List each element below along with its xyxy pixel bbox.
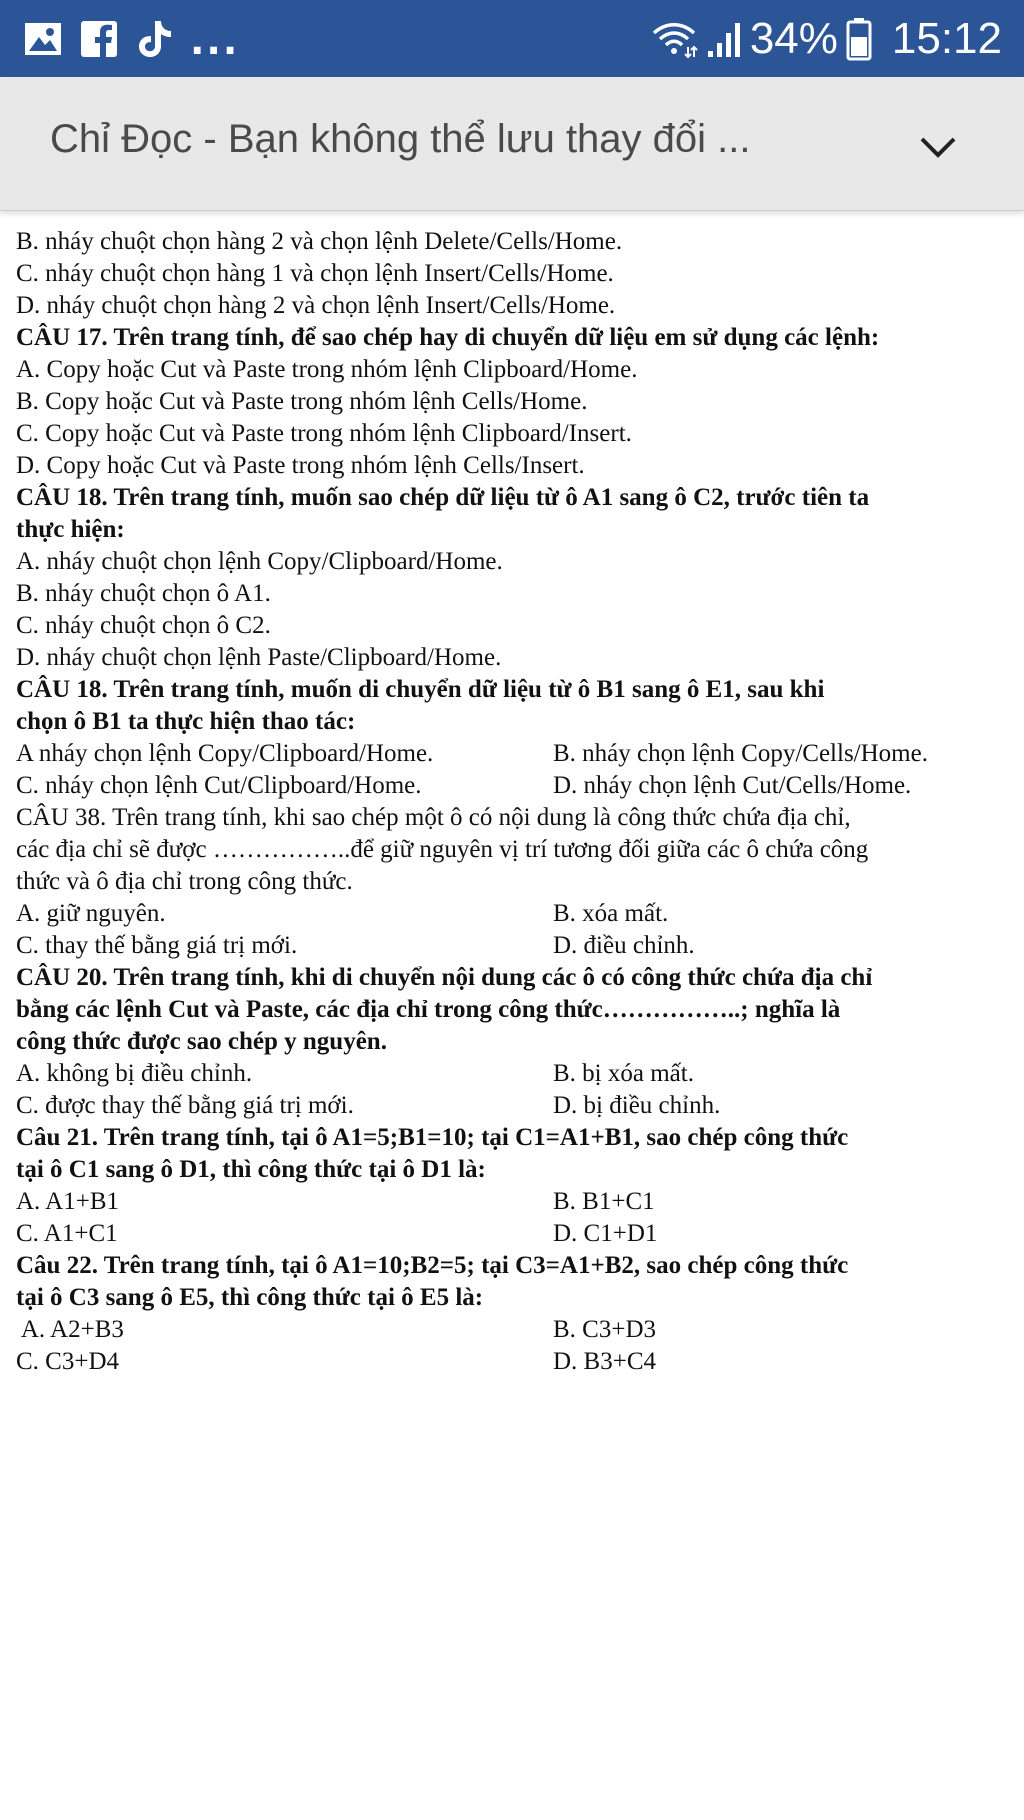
question-20: CÂU 20. Trên trang tính, khi di chuyển nội dung các ô có công thức chứa địa chỉ <box>16 964 873 991</box>
battery-icon <box>846 17 872 61</box>
answer-line: C. nháy chuột chọn ô C2. <box>16 612 271 639</box>
answer-line: B. nháy chuột chọn hàng 2 và chọn lệnh Delete/Cells/Home. <box>16 228 623 255</box>
answer-line: A. Copy hoặc Cut và Paste trong nhóm lệnh Clipboard/Home. <box>16 356 638 383</box>
answer-b: B. B1+C1 <box>553 1188 655 1215</box>
answer-d: D. nháy chọn lệnh Cut/Cells/Home. <box>553 772 912 799</box>
answer-row <box>16 1218 1014 1250</box>
answer-a: A. giữ nguyên. <box>16 900 166 927</box>
answer-row <box>16 770 1014 802</box>
status-bar-right <box>650 14 1002 64</box>
answer-line: A. nháy chuột chọn lệnh Copy/Clipboard/Home. <box>16 548 503 575</box>
answer-row <box>16 898 1014 930</box>
question-18: CÂU 18. Trên trang tính, muốn sao chép dữ liệu từ ô A1 sang ô C2, trước tiên ta <box>16 484 870 511</box>
answer-d: D. bị điều chỉnh. <box>553 1092 721 1119</box>
facebook-icon <box>78 18 120 60</box>
question-18-move-cont: chọn ô B1 ta thực hiện thao tác: <box>16 708 356 735</box>
wifi-icon <box>650 19 698 59</box>
question-21: Câu 21. Trên trang tính, tại ô A1=5;B1=10; tại C1=A1+B1, sao chép công thức <box>16 1124 849 1151</box>
answer-row <box>16 1314 1014 1346</box>
clock: 15:12 <box>891 14 1002 63</box>
answer-row <box>16 1346 1014 1378</box>
answer-line: D. Copy hoặc Cut và Paste trong nhóm lệnh Cells/Insert. <box>16 452 585 479</box>
question-20-cont: bằng các lệnh Cut và Paste, các địa chỉ trong công thức……………..; nghĩa là <box>16 996 841 1023</box>
answer-row <box>16 1090 1014 1122</box>
question-22: Câu 22. Trên trang tính, tại ô A1=10;B2=5; tại C3=A1+B2, sao chép công thức <box>16 1252 849 1279</box>
question-38-cont: các địa chỉ sẽ được ……………..để giữ nguyên vị trí tương đối giữa các ô chứa công <box>16 836 869 863</box>
answer-line: D. nháy chuột chọn hàng 2 và chọn lệnh Insert/Cells/Home. <box>16 292 616 319</box>
answer-c: C. nháy chọn lệnh Cut/Clipboard/Home. <box>16 772 422 799</box>
answer-c: C. C3+D4 <box>16 1348 120 1375</box>
answer-d: D. điều chỉnh. <box>553 932 695 959</box>
answer-c: C. A1+C1 <box>16 1220 118 1247</box>
question-21-cont: tại ô C1 sang ô D1, thì công thức tại ô D1 là: <box>16 1156 486 1183</box>
read-only-banner[interactable] <box>0 77 1024 211</box>
answer-line: B. nháy chuột chọn ô A1. <box>16 580 271 607</box>
question-20-cont: công thức được sao chép y nguyên. <box>16 1028 387 1055</box>
battery-percentage: 34% <box>749 14 838 63</box>
answer-b: B. C3+D3 <box>553 1316 657 1343</box>
answer-row <box>16 1058 1014 1090</box>
question-18-move: CÂU 18. Trên trang tính, muốn di chuyển dữ liệu từ ô B1 sang ô E1, sau khi <box>16 676 825 703</box>
chevron-down-icon[interactable] <box>916 127 960 167</box>
question-17: CÂU 17. Trên trang tính, để sao chép hay di chuyển dữ liệu em sử dụng các lệnh: <box>16 324 880 351</box>
gallery-icon <box>22 18 64 60</box>
answer-d: D. C1+D1 <box>553 1220 658 1247</box>
answer-row <box>16 1186 1014 1218</box>
answer-row <box>16 738 1014 770</box>
answer-c: C. thay thế bằng giá trị mới. <box>16 932 298 959</box>
answer-c: C. được thay thế bằng giá trị mới. <box>16 1092 354 1119</box>
answer-line: C. Copy hoặc Cut và Paste trong nhóm lệnh Clipboard/Insert. <box>16 420 632 447</box>
question-38-cont: thức và ô địa chỉ trong công thức. <box>16 868 353 895</box>
answer-a: A. không bị điều chỉnh. <box>16 1060 253 1087</box>
question-22-cont: tại ô C3 sang ô E5, thì công thức tại ô E5 là: <box>16 1284 484 1311</box>
document-page <box>0 212 1024 1378</box>
answer-d: D. B3+C4 <box>553 1348 657 1375</box>
answer-row <box>16 930 1014 962</box>
read-only-message: Chỉ Đọc - Bạn không thể lưu thay đổi ... <box>50 117 751 161</box>
answer-a: A. A1+B1 <box>16 1188 120 1215</box>
answer-line: C. nháy chuột chọn hàng 1 và chọn lệnh Insert/Cells/Home. <box>16 260 614 287</box>
answer-a: A nháy chọn lệnh Copy/Clipboard/Home. <box>16 740 434 767</box>
question-18-cont: thực hiện: <box>16 516 125 543</box>
signal-icon <box>706 19 742 59</box>
status-bar <box>0 0 1024 77</box>
tiktok-icon <box>134 18 176 60</box>
status-bar-left <box>22 18 240 63</box>
answer-line: D. nháy chuột chọn lệnh Paste/Clipboard/Home. <box>16 644 502 671</box>
answer-b: B. xóa mất. <box>553 900 669 927</box>
answer-a: A. A2+B3 <box>16 1316 124 1343</box>
answer-b: B. nháy chọn lệnh Copy/Cells/Home. <box>553 740 928 767</box>
more-notifications-indicator: ... <box>190 19 240 63</box>
answer-line: B. Copy hoặc Cut và Paste trong nhóm lệnh Cells/Home. <box>16 388 588 415</box>
answer-b: B. bị xóa mất. <box>553 1060 694 1087</box>
question-38: CÂU 38. Trên trang tính, khi sao chép một ô có nội dung là công thức chứa địa chỉ, <box>16 804 851 831</box>
